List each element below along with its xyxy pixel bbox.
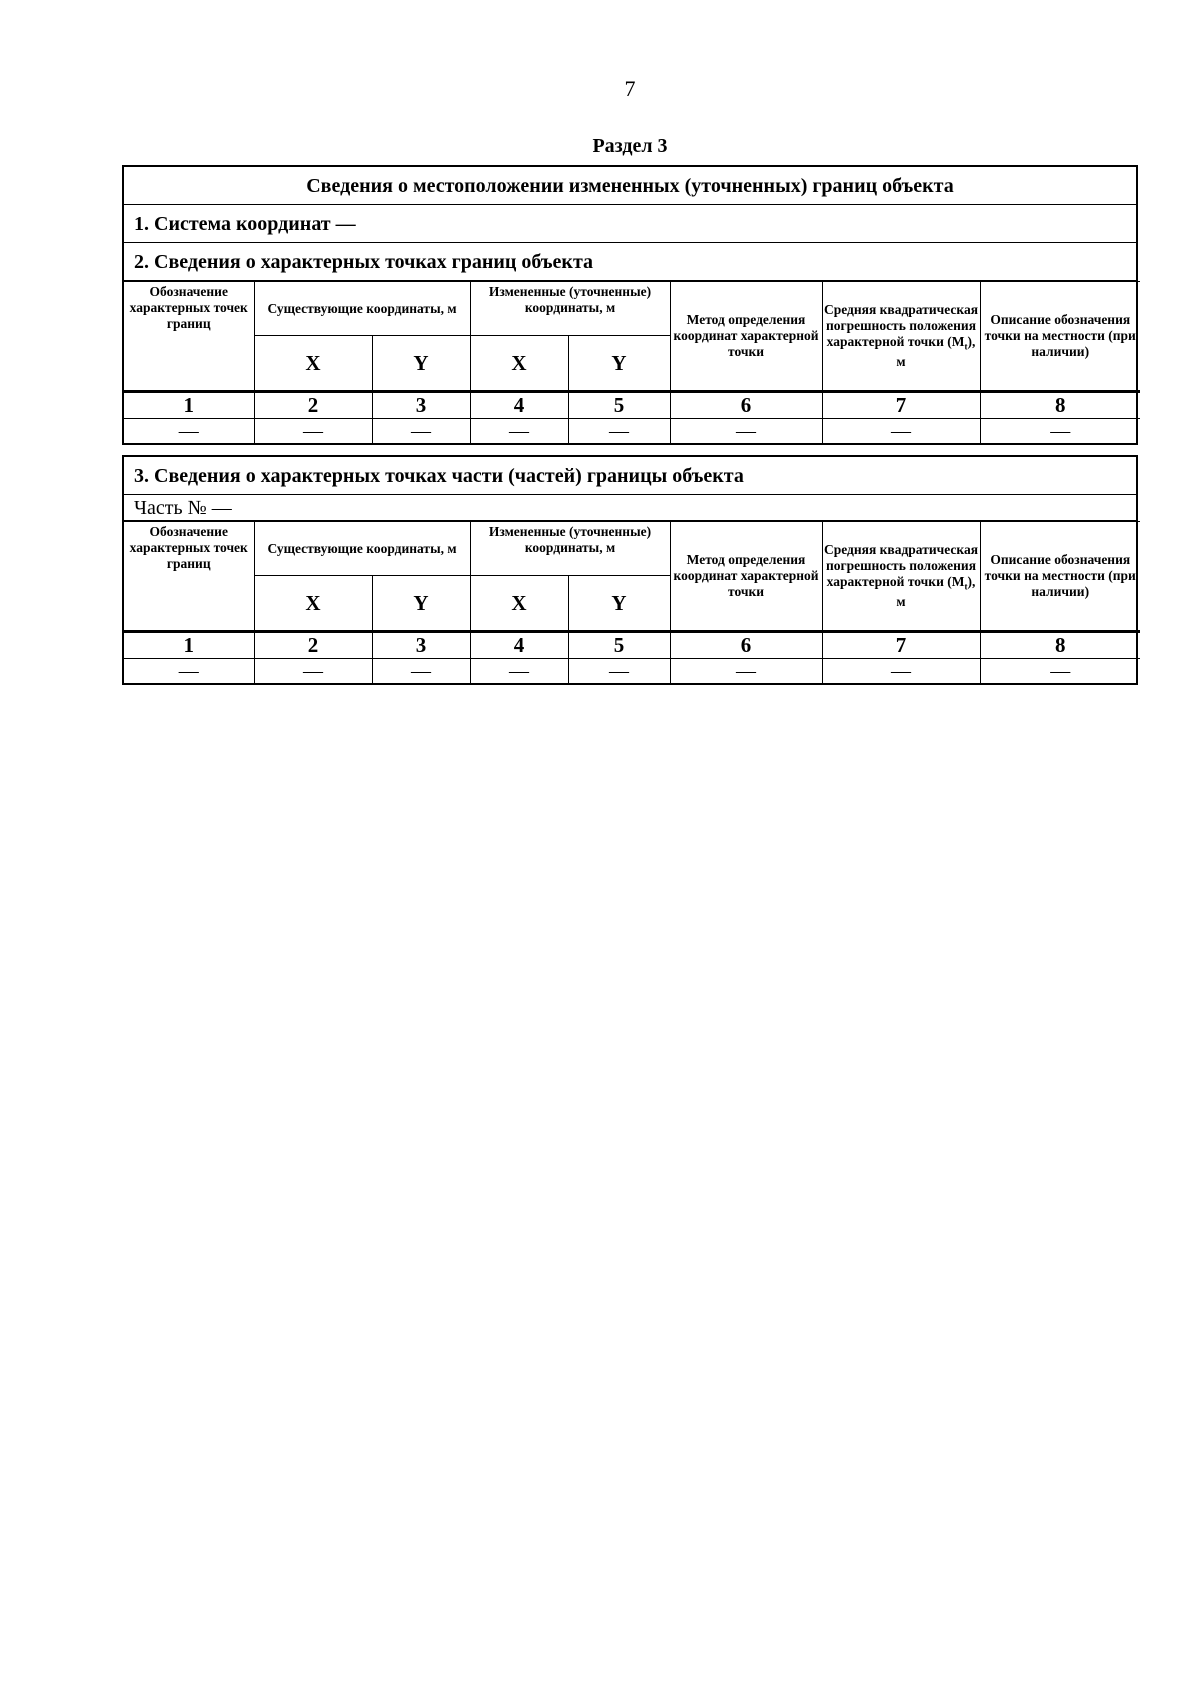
column-number: 6 (670, 392, 822, 419)
col-existing-header: Существующие координаты, м (254, 522, 470, 576)
column-number: 8 (980, 392, 1140, 419)
table-cell: — (124, 659, 254, 683)
col-changed-x: X (470, 336, 568, 392)
col-changed-y: Y (568, 576, 670, 632)
column-number: 5 (568, 632, 670, 659)
column-number: 6 (670, 632, 822, 659)
table-cell: — (980, 659, 1140, 683)
col-changed-y: Y (568, 336, 670, 392)
column-number: 7 (822, 392, 980, 419)
page-number: 7 (624, 76, 636, 101)
table-row (124, 419, 1140, 443)
table-cell: — (470, 419, 568, 443)
col-changed-header: Измененные (уточненные) координаты, м (470, 522, 670, 576)
col-changed-x: X (470, 576, 568, 632)
block-title: Сведения о местоположении измененных (уточненных) границ объекта (124, 167, 1136, 205)
column-number: 7 (822, 632, 980, 659)
part-label: Часть № — (124, 495, 1136, 521)
table-cell: — (254, 659, 372, 683)
table-cell: — (822, 419, 980, 443)
table-cell: — (372, 659, 470, 683)
col-existing-x: X (254, 336, 372, 392)
column-numbers-row (124, 392, 1140, 419)
col-existing-header: Существующие координаты, м (254, 282, 470, 336)
table-cell: — (568, 659, 670, 683)
column-number: 4 (470, 392, 568, 419)
column-number: 3 (372, 632, 470, 659)
table-cell: — (670, 659, 822, 683)
col-existing-y: Y (372, 576, 470, 632)
table-cell: — (372, 419, 470, 443)
col-method-header: Метод определения координат характерной точки (670, 522, 822, 632)
part-boundary-table (122, 455, 1138, 685)
col-error-header: Средняя квадратическая погрешность положения характерной точки $(M_t)$, м (822, 282, 980, 392)
column-numbers-row (124, 632, 1140, 659)
table-cell: — (568, 419, 670, 443)
table-cell: — (822, 659, 980, 683)
col-description-header: Описание обозначения точки на местности (при наличии) (980, 522, 1140, 632)
column-number: 1 (124, 632, 254, 659)
table-cell: — (980, 419, 1140, 443)
col-existing-x: X (254, 576, 372, 632)
column-number: 4 (470, 632, 568, 659)
points-heading: 2. Сведения о характерных точках границ объекта (124, 243, 1136, 281)
column-number: 1 (124, 392, 254, 419)
table-cell: — (124, 419, 254, 443)
part-points-heading: 3. Сведения о характерных точках части (частей) границы объекта (124, 457, 1136, 495)
boundary-points-table (124, 281, 1140, 443)
col-error-header: Средняя квадратическая погрешность положения характерной точки $(M_t)$, м (822, 522, 980, 632)
col-method-header: Метод определения координат характерной точки (670, 282, 822, 392)
table-cell: — (254, 419, 372, 443)
col-existing-y: Y (372, 336, 470, 392)
column-number: 2 (254, 392, 372, 419)
boundary-info-table (122, 165, 1138, 445)
table-row (124, 659, 1140, 683)
col-description-header: Описание обозначения точки на местности (при наличии) (980, 282, 1140, 392)
col-changed-header: Измененные (уточненные) координаты, м (470, 282, 670, 336)
col-designation-header: Обозначение характерных точек границ (124, 522, 254, 632)
col-designation-header: Обозначение характерных точек границ (124, 282, 254, 392)
table-cell: — (670, 419, 822, 443)
column-number: 5 (568, 392, 670, 419)
column-number: 2 (254, 632, 372, 659)
column-number: 3 (372, 392, 470, 419)
column-number: 8 (980, 632, 1140, 659)
table-cell: — (470, 659, 568, 683)
section-title: Раздел 3 (592, 135, 668, 157)
coord-system-row: 1. Система координат — (124, 205, 1136, 243)
part-points-table (124, 521, 1140, 683)
